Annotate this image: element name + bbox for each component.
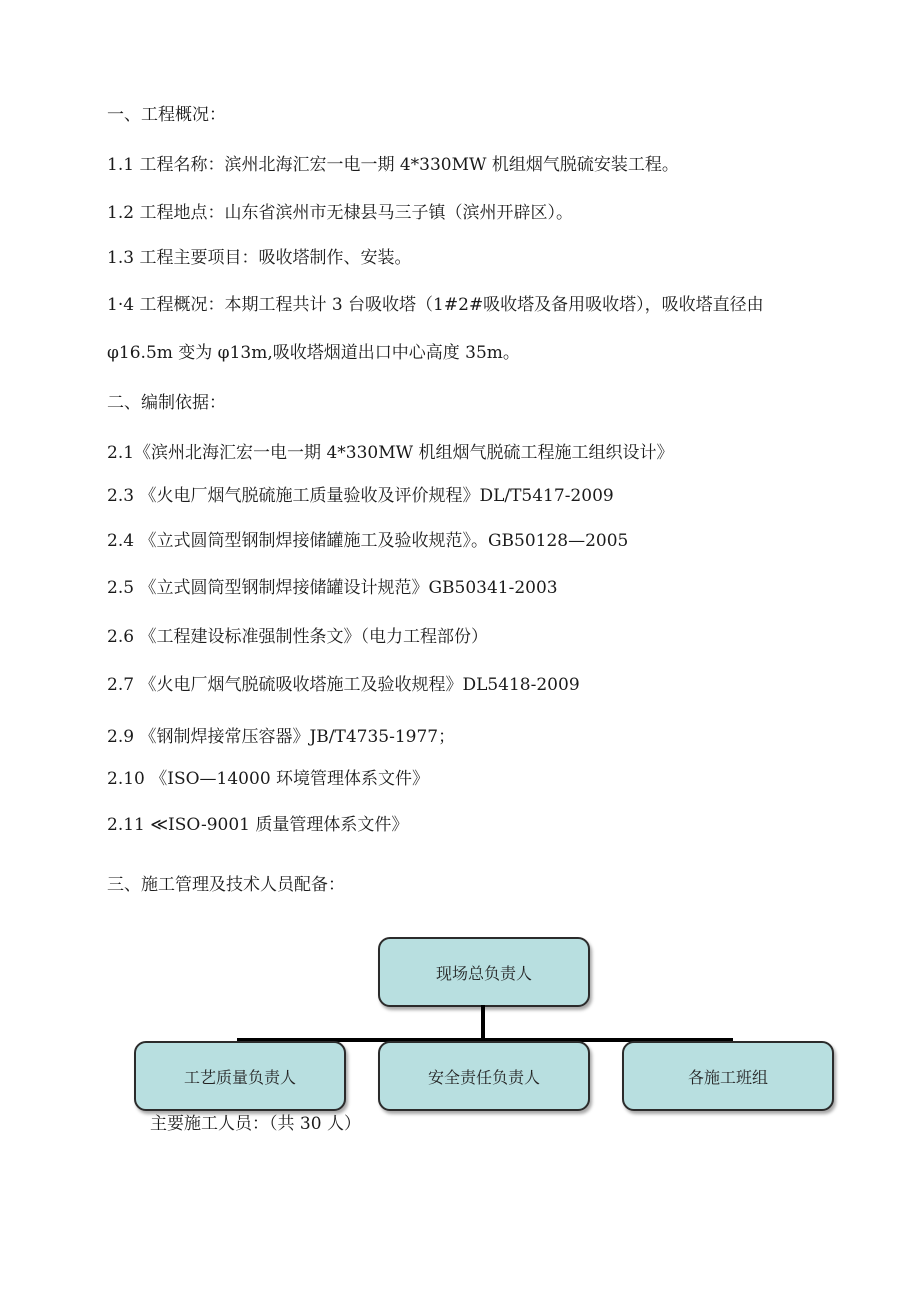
- org-chart-child-box-2: 安全责任负责人: [378, 1041, 590, 1111]
- section1-item-1-3: 1.3 工程主要项目：吸收塔制作、安装。: [107, 248, 412, 268]
- section1-item-1-1: 1.1 工程名称：滨州北海汇宏一电一期 4*330MW 机组烟气脱硫安装工程。: [107, 155, 679, 175]
- section2-item-2-1: 2.1《滨州北海汇宏一电一期 4*330MW 机组烟气脱硫工程施工组织设计》: [107, 443, 674, 463]
- org-chart-connector-vertical: [481, 1005, 485, 1041]
- section2-item-2-6: 2.6 《工程建设标准强制性条文》（电力工程部份）: [107, 627, 488, 647]
- section1-item-1-4: 1·4 工程概况：本期工程共计 3 台吸收塔（1#2#吸收塔及备用吸收塔），吸收塔直径由: [107, 295, 764, 315]
- section2-item-2-9: 2.9 《钢制焊接常压容器》JB/T4735-1977；: [107, 727, 456, 747]
- org-chart-child-box-3: 各施工班组: [622, 1041, 834, 1111]
- section2-heading: 二、编制依据：: [107, 393, 226, 413]
- section1-heading: 一、工程概况：: [107, 105, 226, 125]
- staff-note: 主要施工人员：（共 30 人）: [150, 1114, 361, 1134]
- section2-item-2-3: 2.3 《火电厂烟气脱硫施工质量验收及评价规程》DL/T5417-2009: [107, 486, 614, 506]
- section2-item-2-10: 2.10 《ISO—14000 环境管理体系文件》: [107, 769, 430, 789]
- section1-item-1-2: 1.2 工程地点：山东省滨州市无棣县马三子镇（滨州开辟区）。: [107, 203, 573, 223]
- section2-item-2-4: 2.4 《立式圆筒型钢制焊接储罐施工及验收规范》。GB50128—2005: [107, 531, 629, 551]
- section3-heading: 三、施工管理及技术人员配备：: [107, 875, 345, 895]
- org-chart-child-box-1: 工艺质量负责人: [134, 1041, 346, 1111]
- section2-item-2-11: 2.11 ≪ISO-9001 质量管理体系文件》: [107, 815, 409, 835]
- section2-item-2-5: 2.5 《立式圆筒型钢制焊接储罐设计规范》GB50341-2003: [107, 578, 558, 598]
- section1-item-1-4-cont: φ16.5m 变为 φ13m,吸收塔烟道出口中心高度 35m。: [107, 343, 520, 363]
- section2-item-2-7: 2.7 《火电厂烟气脱硫吸收塔施工及验收规程》DL5418-2009: [107, 675, 580, 695]
- org-chart-top-box: 现场总负责人: [378, 937, 590, 1007]
